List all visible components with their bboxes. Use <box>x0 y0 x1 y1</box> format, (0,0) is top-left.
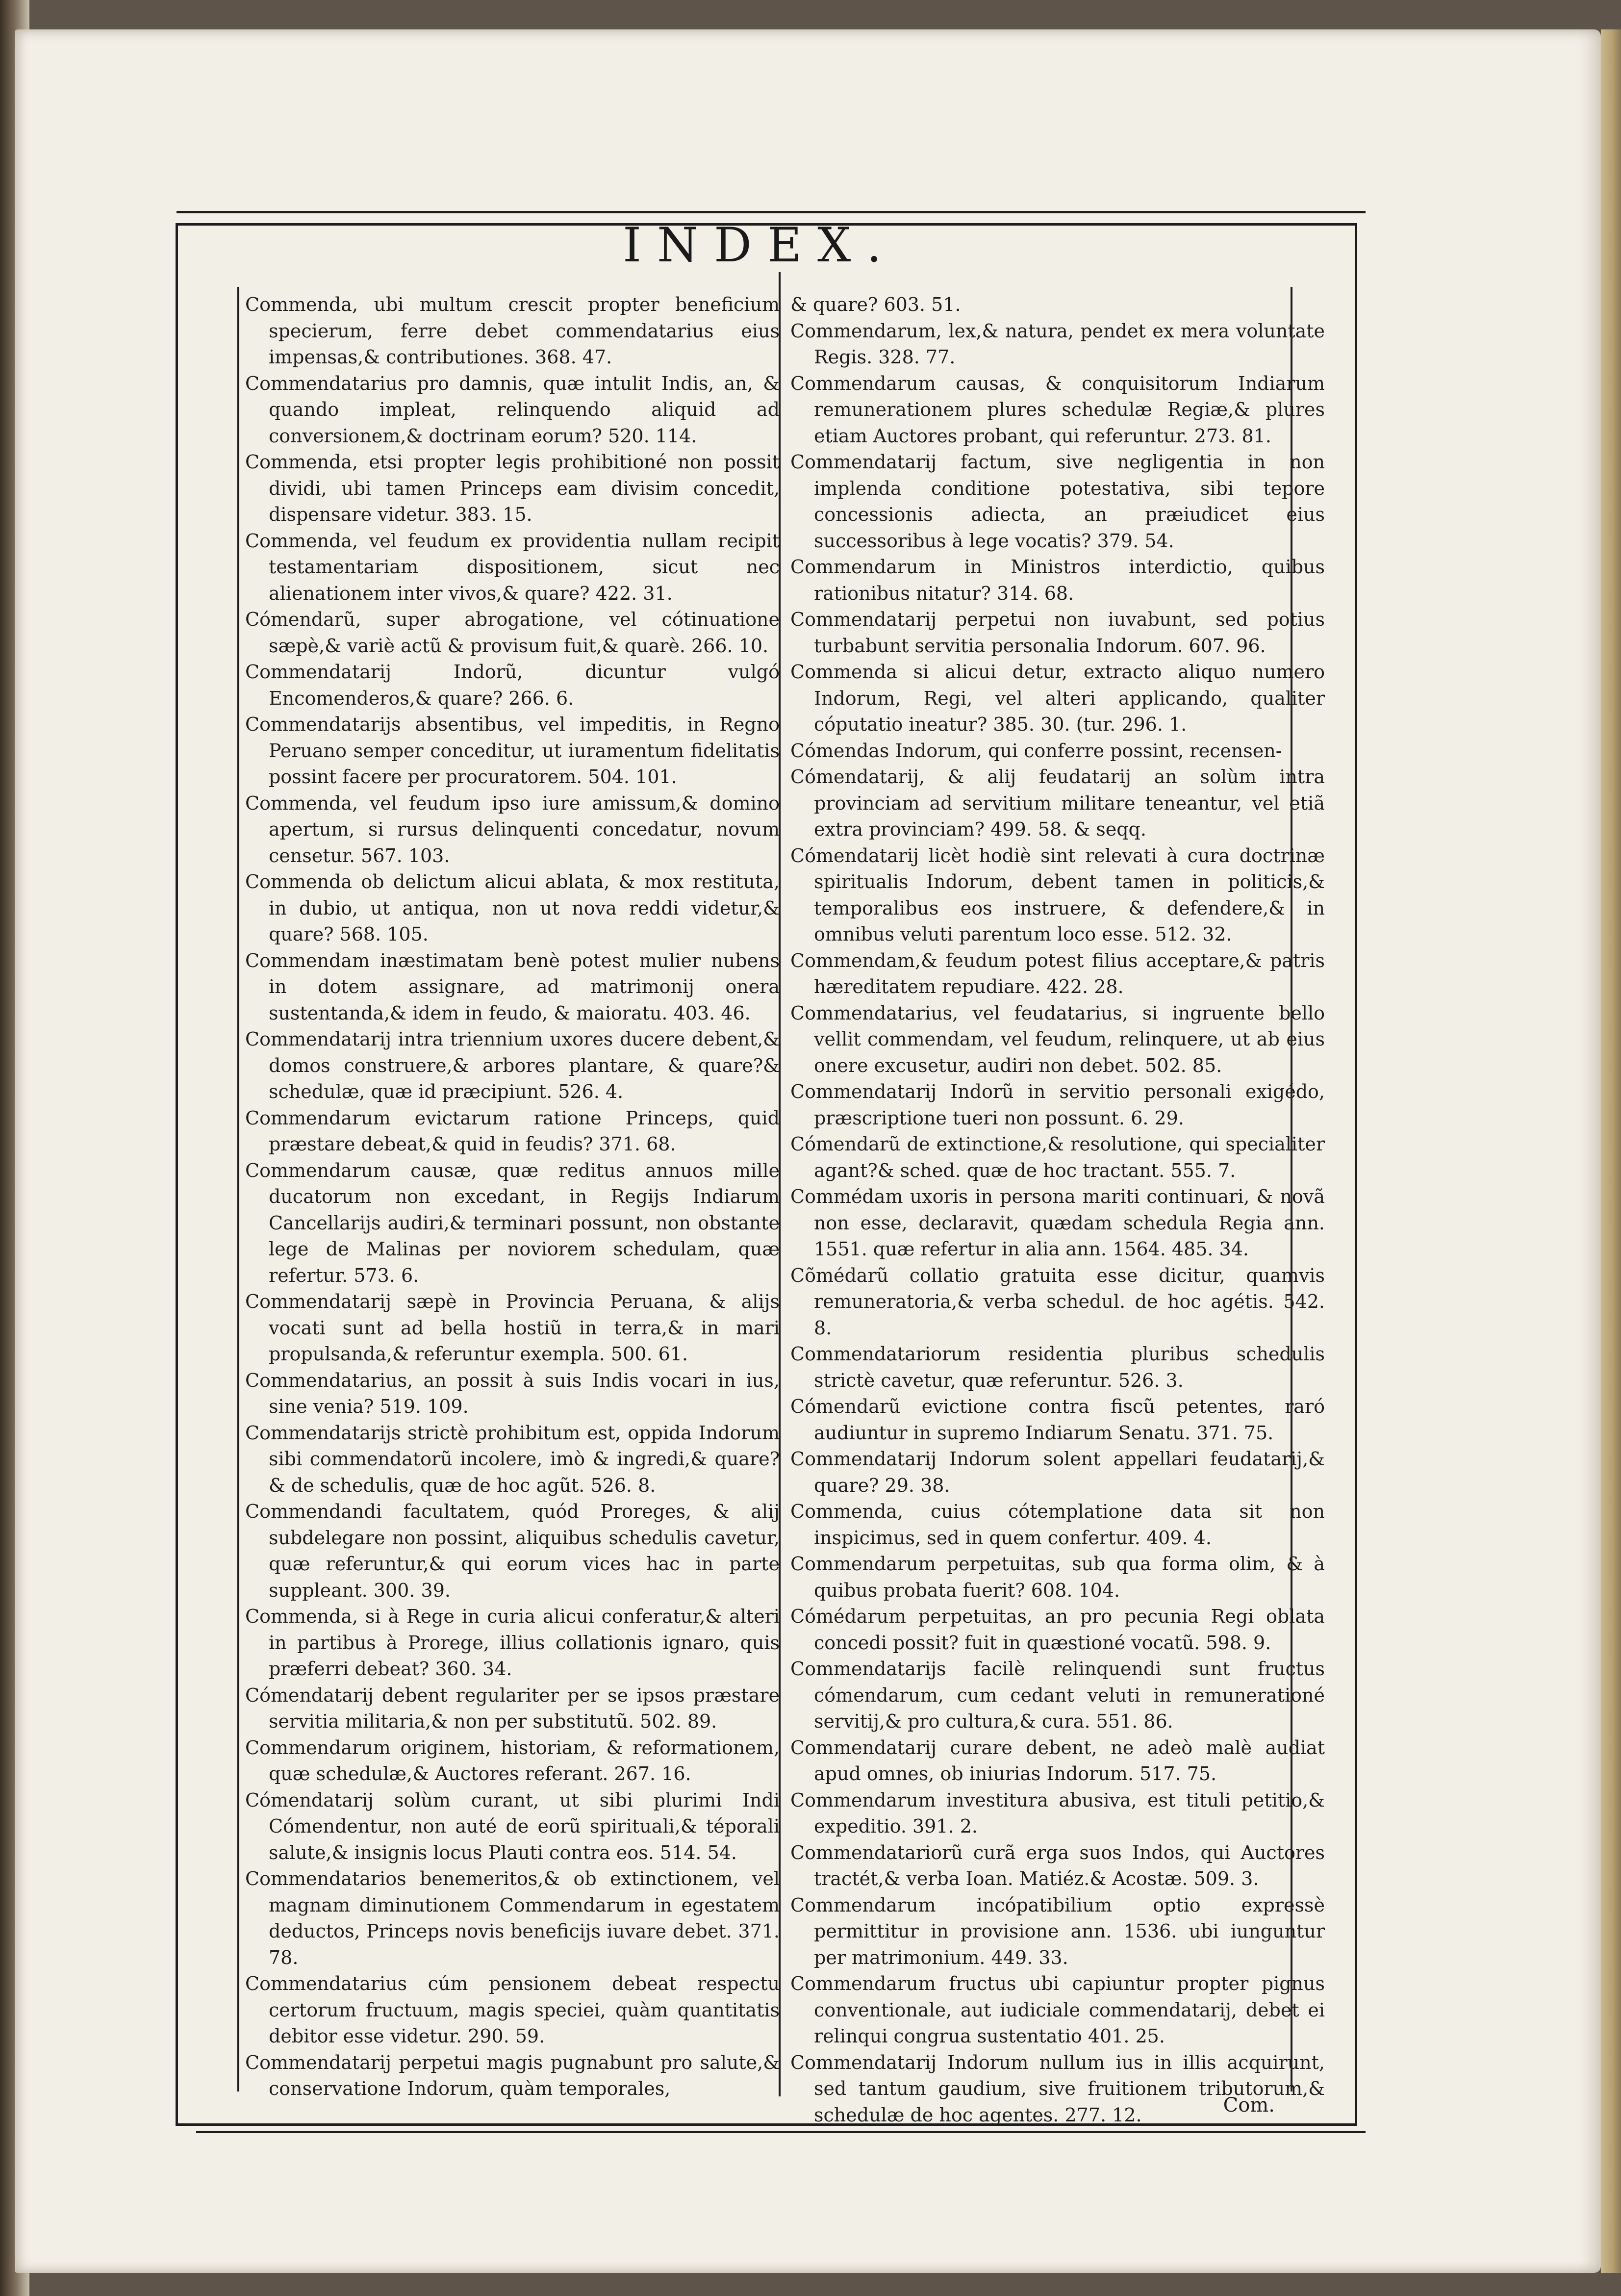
index-entry: Commendandi facultatem, quód Proreges, & alij subdelegare non possint, aliquibus schedulis cavetur, quæ referuntur,& qui eorum vices hac in parte suppleant. 300. 39. <box>245 1501 780 1601</box>
index-entry: Commenda si alicui detur, extracto aliquo numero Indorum, Regi, vel alteri applicando, qualiter cóputatio ineatur? 385. 30. (tur. 296. 1. <box>790 661 1325 735</box>
index-entry: Cómendatarij, & alij feudatarij an solùm intra provinciam ad servitium militare teneantur, vel etiã extra provinciam? 499. 58. & seqq. <box>790 766 1325 840</box>
index-entry: Cómendarũ evictione contra fiscũ petentes, raró audiuntur in supremo Indiarum Senatu. 371. 75. <box>790 1396 1325 1444</box>
index-entry: Commendatarij perpetui non iuvabunt, sed potius turbabunt servitia personalia Indorum. 607. 96. <box>790 609 1325 657</box>
index-entry: Commendatariorũ curã erga suos Indos, qui Auctores tractét,& verba Ioan. Matiéz.& Acostæ. 509. 3. <box>790 1841 1325 1889</box>
index-entry: Cómendarũ, super abrogatione, vel cótinuatione sæpè,& variè actũ & provisum fuit,& quarè. 266. 10. <box>245 609 780 657</box>
index-entry: Commendam,& feudum potest filius acceptare,& patris hæreditatem repudiare. 422. 28. <box>790 949 1325 997</box>
bottom-rule <box>196 2131 1366 2133</box>
index-entry: Cómendatarij solùm curant, ut sibi plurimi Indi Cómendentur, non auté de eorũ spirituali,& téporali salute,& insignis locus Plauti contra eos. 514. 54. <box>245 1789 780 1863</box>
index-entry: Commendatarij curare debent, ne adeò malè audiat apud omnes, ob iniurias Indorum. 517. 75. <box>790 1736 1325 1785</box>
index-entry: Commendatarius, vel feudatarius, si ingruente bello vellit commendam, vel feudum, relinquere, ut ab eius onere excusetur, audiri non debet. 502. 85. <box>790 1002 1325 1076</box>
index-entry: Commendatarijs strictè prohibitum est, oppida Indorum sibi commendatorũ incolere, imò & ingredi,& quare?& de schedulis, quæ de hoc agũt. 526. 8. <box>245 1422 780 1496</box>
index-entry: Commendatarius cúm pensionem debeat respectu certorum fructuum, magis speciei, quàm quantitatis debitor esse videtur. 290. 59. <box>245 1973 780 2047</box>
index-entry: Commendarum in Ministros interdictio, quibus rationibus nitatur? 314. 68. <box>790 556 1325 604</box>
index-entry: Commenda, etsi propter legis prohibitioné non possit dividi, ubi tamen Princeps eam divisim concedit, dispensare videtur. 383. 15. <box>245 451 780 525</box>
top-rule <box>177 211 1366 213</box>
index-entry: Commendatarij Indorũ in servitio personali exigédo, præscriptione tueri non possunt. 6. 29. <box>790 1081 1325 1129</box>
index-entry: Cómendatarij debent regulariter per se ipsos præstare servitia militaria,& non per substitutũ. 502. 89. <box>245 1684 780 1732</box>
index-entry: Commenda, si à Rege in curia alicui conferatur,& alteri in partibus à Prorege, illius collationis ignaro, quis præferri debeat? 360. 34. <box>245 1606 780 1680</box>
index-entry: Commendatariorum residentia pluribus schedulis strictè cavetur, quæ referuntur. 526. 3. <box>790 1343 1325 1391</box>
index-entry: Commenda, vel feudum ipso iure amissum,& domino apertum, si rursus delinquenti concedatur, novum censetur. 567. 103. <box>245 792 780 867</box>
right-column <box>790 292 1325 2126</box>
index-entry: Commendarum investitura abusiva, est tituli petitio,& expeditio. 391. 2. <box>790 1789 1325 1837</box>
index-entry: Cómendarũ de extinctione,& resolutione, qui specialiter agant?& sched. quæ de hoc tractant. 555. 7. <box>790 1133 1325 1181</box>
index-entry: Commendatarius pro damnis, quæ intulit Indis, an, & quando impleat, relinquendo aliquid ad conversionem,& doctrinam eorum? 520. 114. <box>245 372 780 447</box>
index-entry: Commédam uxoris in persona mariti continuari, & novã non esse, declaravit, quædam schedula Regia ann. 1551. quæ refertur in alia ann. 1564. 485. 34. <box>790 1186 1325 1260</box>
index-entry: Commendatarij Indorum nullum ius in illis acquirunt, sed tantum gaudium, sive fruitionem tributorum,& schedulæ de hoc agentes. 277. 12. <box>790 2051 1325 2126</box>
left-column-rule <box>237 287 239 2092</box>
index-entry: Commendatarij factum, sive negligentia in non implenda conditione potestativa, sibi tepore concessionis adiecta, an præiudicet eius successoribus à lege vocatis? 379. 54. <box>790 451 1325 552</box>
index-entry: Cómendatarij licèt hodiè sint relevati à cura doctrinæ spiritualis Indorum, debent tamen in politicis,& temporalibus eos instruere, & defendere,& in omnibus veluti parentum loco esse. 512. 32. <box>790 844 1325 945</box>
index-entry: Commendatarij perpetui magis pugnabunt pro salute,& conservatione Indorum, quàm temporales, <box>245 2051 780 2099</box>
catchword: Com. <box>1223 2094 1275 2117</box>
index-entry: Commenda, cuius cótemplatione data sit non inspicimus, sed in quem confertur. 409. 4. <box>790 1501 1325 1549</box>
index-entry: Cõmédarũ collatio gratuita esse dicitur, quamvis remuneratoria,& verba schedul. de hoc agétis. 542. 8. <box>790 1264 1325 1339</box>
index-entry: Commenda ob delictum alicui ablata, & mox restituta, in dubio, ut antiqua, non ut nova reddi videtur,& quare? 568. 105. <box>245 871 780 945</box>
index-entry: Commendatarij Indorum solent appellari feudatarij,& quare? 29. 38. <box>790 1448 1325 1496</box>
index-entry: Commendarum fructus ubi capiuntur propter pignus conventionale, aut iudiciale commendatarij, debet ei relinqui congrua sustentatio 401. 25. <box>790 1973 1325 2047</box>
index-entry: Cómendas Indorum, qui conferre possint, recensen- <box>790 740 1282 762</box>
index-entry: Commendarum perpetuitas, sub qua forma olim, & à quibus probata fuerit? 608. 104. <box>790 1553 1325 1601</box>
index-entry: Commendatarius, an possit à suis Indis vocari in ius, sine venia? 519. 109. <box>245 1369 780 1417</box>
index-entry: Commendatarijs absentibus, vel impeditis, in Regno Peruano semper conceditur, ut iuramentum fidelitatis possint facere per procuratorem. 504. 101. <box>245 714 780 788</box>
index-entry: Commendarum causæ, quæ reditus annuos mille ducatorum non excedant, in Regijs Indiarum Cancellarijs audiri,& terminari possunt, non obstante lege de Malinas per noviorem schedulam, quæ refertur. 573. 6. <box>245 1159 780 1286</box>
index-entry: Commendatarij Indorũ, dicuntur vulgó Encomenderos,& quare? 266. 6. <box>245 661 780 709</box>
index-entry: Commendatarios benemeritos,& ob extinctionem, vel magnam diminutionem Commendarum in egestatem deductos, Princeps novis beneficijs iuvare debet. 371. 78. <box>245 1868 780 1968</box>
index-entry: Commendarum, lex,& natura, pendet ex mera voluntate Regis. 328. 77. <box>790 320 1325 368</box>
page-title: INDEX. <box>623 218 897 273</box>
index-entry: Commenda, vel feudum ex providentia nullam recipit testamentariam dispositionem, sicut nec alienationem inter vivos,& quare? 422. 31. <box>245 530 780 604</box>
index-entry: Commendarum causas, & conquisitorum Indiarum remunerationem plures schedulæ Regiæ,& plures etiam Auctores probant, qui referuntur. 273. 81. <box>790 372 1325 447</box>
index-entry: Commendatarij sæpè in Provincia Peruana, & alijs vocati sunt ad bella hostiũ in terra,& in mari propulsanda,& referuntur exempla. 500. 61. <box>245 1291 780 1365</box>
index-entry: Commendarum originem, historiam, & reformationem, quæ schedulæ,& Auctores referant. 267. 16. <box>245 1736 780 1785</box>
index-entry: Commendatarij intra triennium uxores ducere debent,& domos construere,& arbores plantare, & quare?& schedulæ, quæ id præcipiunt. 526. 4. <box>245 1028 780 1102</box>
index-entry: Commendam inæstimatam benè potest mulier nubens in dotem assignare, ad matrimonij onera sustentanda,& idem in feudo, & maioratu. 403. 46. <box>245 949 780 1024</box>
left-column <box>245 292 780 2101</box>
index-entry: Commenda, ubi multum crescit propter beneficium specierum, ferre debet commendatarius eius impensas,& contributiones. 368. 47. <box>245 294 780 368</box>
index-entry: Commendatarijs facilè relinquendi sunt fructus cómendarum, cum cedant veluti in remunerationé servitij,& pro cultura,& cura. 551. 86. <box>790 1658 1325 1732</box>
index-entry: Cómédarum perpetuitas, an pro pecunia Regi oblata concedi possit? fuit in quæstioné vocatũ. 598. 9. <box>790 1606 1325 1654</box>
page-fore-edge <box>1601 29 1621 2273</box>
index-entry: Commendarum evictarum ratione Princeps, quid præstare debeat,& quid in feudis? 371. 68. <box>245 1107 780 1155</box>
index-entry: Commendarum incópatibilium optio expressè permittitur in provisione ann. 1536. ubi iunguntur per matrimonium. 449. 33. <box>790 1894 1325 1968</box>
index-entry: & quare? 603. 51. <box>790 294 961 315</box>
